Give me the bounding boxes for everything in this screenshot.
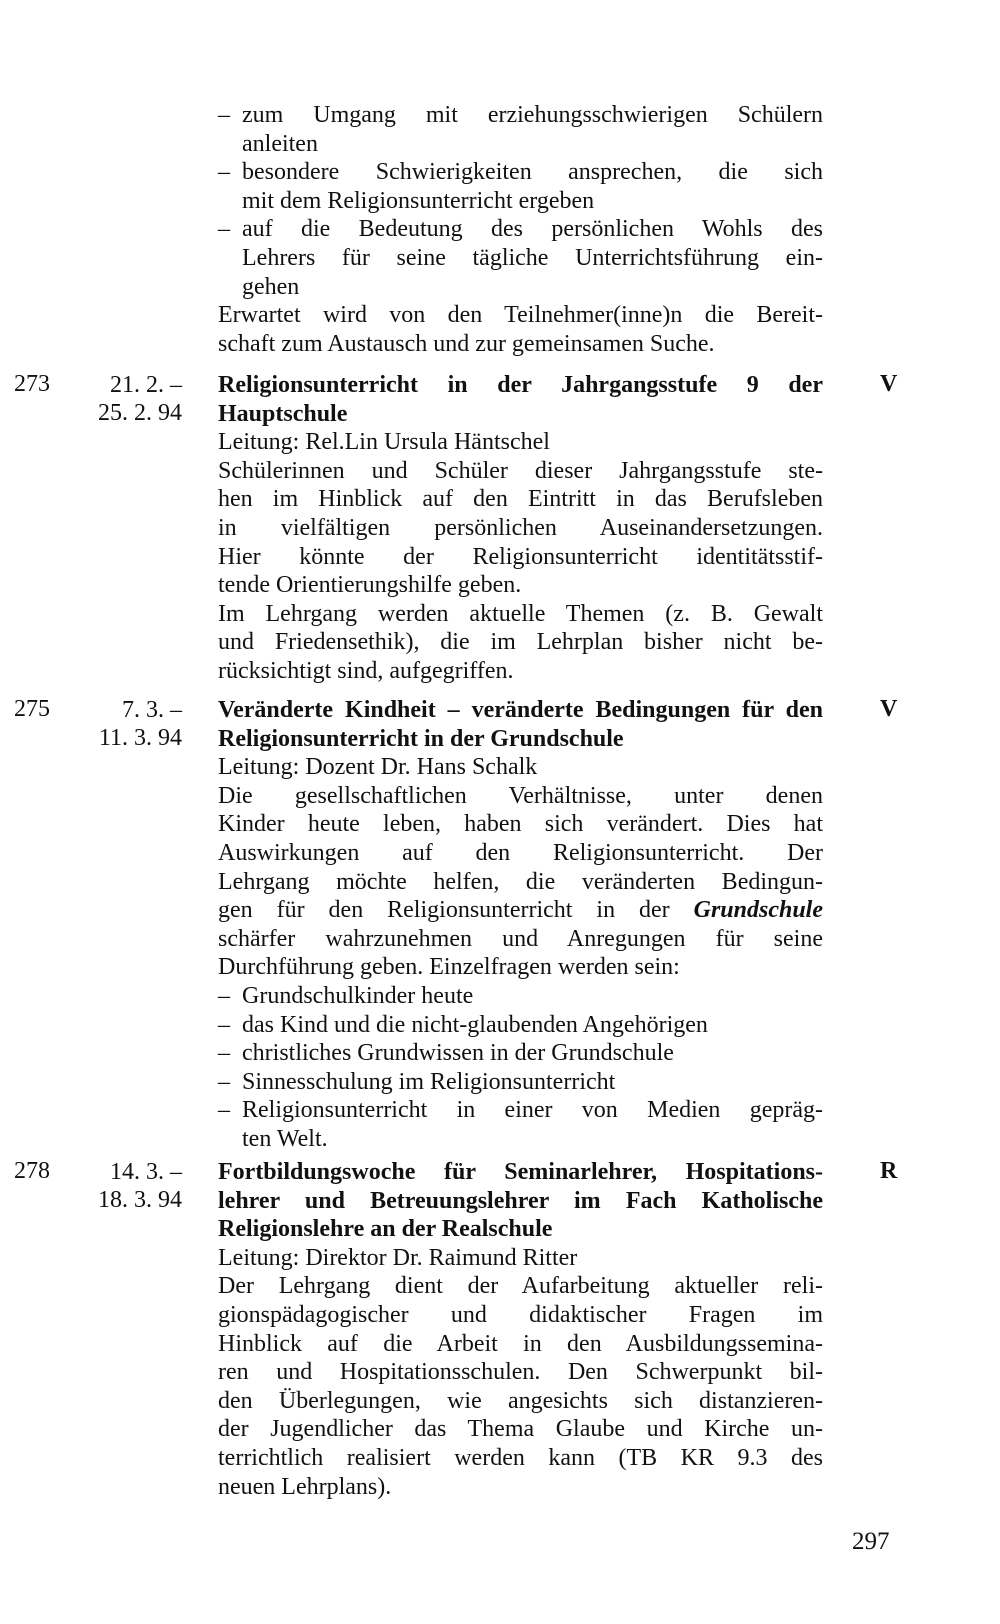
intro-block: [218, 101, 823, 358]
page-number: 297: [852, 1528, 890, 1555]
list-line: auf die Bedeutung des persönlichen Wohls des: [242, 216, 823, 243]
entry-body-line: den Überlegungen, wie angesichts sich distanzieren-: [218, 1387, 823, 1414]
entry-body-line: rücksichtigt sind, aufgegriffen.: [218, 657, 514, 684]
entry-dates: [64, 1158, 182, 1214]
entry-body-line: Auswirkungen auf den Religionsunterricht. Der: [218, 839, 823, 866]
entry-body-line: und Friedensethik), die im Lehrplan bisher nicht be-: [218, 629, 823, 656]
list-dash: –: [218, 1068, 230, 1095]
entry-title-line: Fortbildungswoche für Seminarlehrer, Hospitations-: [218, 1159, 823, 1185]
entry-mark: V: [880, 371, 898, 397]
entry-body-line: Die gesellschaftlichen Verhältnisse, unter denen: [218, 782, 823, 809]
entry-body-line: hen im Hinblick auf den Eintritt in das Berufsleben: [218, 486, 823, 513]
entry-body-line: terrichtlich realisiert werden kann (TB KR 9.3 des: [218, 1444, 823, 1471]
date-from: 21. 2. –: [110, 372, 182, 398]
emphasis-grundschule: Grundschule: [693, 897, 823, 924]
intro-closing-line: Erwartet wird von den Teilnehmer(inne)n die Bereit-: [218, 302, 823, 329]
entry-body-line: [218, 896, 823, 925]
list-dash: –: [218, 159, 230, 186]
date-to: 25. 2. 94: [98, 400, 182, 426]
list-item: [218, 215, 823, 301]
date-from: 7. 3. –: [122, 697, 182, 723]
intro-closing-line: schaft zum Austausch und zur gemeinsamen Suche.: [218, 330, 715, 357]
list-dash: –: [218, 982, 230, 1009]
entry-body-line: Lehrgang möchte helfen, die veränderten Bedingun-: [218, 868, 823, 895]
list-item: [218, 1068, 823, 1097]
list-dash: –: [218, 1097, 230, 1124]
entry-body-line: Im Lehrgang werden aktuelle Themen (z. B. Gewalt: [218, 600, 823, 627]
entry-body-line: Hinblick auf die Arbeit in den Ausbildungssemina-: [218, 1330, 823, 1357]
entry-number: 278: [14, 1158, 50, 1184]
entry-body-line: Kinder heute leben, haben sich verändert. Dies hat: [218, 811, 823, 838]
entry-body-line: gionspädagogischer und didaktischer Fragen im: [218, 1301, 823, 1328]
entry-body-line: tende Orientierungshilfe geben.: [218, 572, 522, 599]
entry-dates: [64, 371, 182, 427]
list-line: ten Welt.: [242, 1125, 328, 1152]
list-dash: –: [218, 1011, 230, 1038]
list-item: [218, 982, 823, 1011]
entry-number: 275: [14, 696, 50, 722]
list-line: besondere Schwierigkeiten ansprechen, die sich: [242, 159, 823, 186]
list-item: [218, 1039, 823, 1068]
list-dash: –: [218, 216, 230, 243]
list-line: das Kind und die nicht-glaubenden Angehörigen: [242, 1011, 708, 1038]
entry-dates: [64, 696, 182, 752]
list-line: Religionsunterricht in einer von Medien gepräg-: [242, 1097, 823, 1124]
entry-body-line: Der Lehrgang dient der Aufarbeitung aktueller reli-: [218, 1273, 823, 1300]
entry-body-line: der Jugendlicher das Thema Glaube und Kirche un-: [218, 1416, 823, 1443]
list-line: Grundschulkinder heute: [242, 982, 474, 1009]
entry-mark: R: [880, 1158, 898, 1184]
entry-title-line: Hauptschule: [218, 400, 348, 427]
entry-body-line: ren und Hospitationsschulen. Den Schwerpunkt bil-: [218, 1359, 823, 1386]
list-item: [218, 101, 823, 158]
entry-body-line: neuen Lehrplans).: [218, 1473, 392, 1500]
entry-leitung: Leitung: Direktor Dr. Raimund Ritter: [218, 1244, 578, 1271]
entry-title-line: lehrer und Betreuungslehrer im Fach Katholische: [218, 1187, 823, 1214]
list-line: anleiten: [242, 130, 318, 157]
entry-278: [218, 1158, 823, 1501]
entry-body-line: Hier könnte der Religionsunterricht identitätsstif-: [218, 543, 823, 570]
entry-body-line: in vielfältigen persönlichen Auseinandersetzungen.: [218, 514, 823, 541]
list-dash: –: [218, 1040, 230, 1067]
entry-mark: V: [880, 696, 898, 722]
date-from: 14. 3. –: [110, 1159, 182, 1185]
list-dash: –: [218, 102, 230, 128]
entry-273: [218, 371, 823, 686]
list-line: Sinnesschulung im Religionsunterricht: [242, 1068, 616, 1095]
entry-275: [218, 696, 823, 1154]
entry-number: 273: [14, 371, 50, 397]
list-item: [218, 1011, 823, 1040]
date-to: 11. 3. 94: [98, 725, 182, 751]
list-line: mit dem Religionsunterricht ergeben: [242, 187, 595, 214]
list-line: zum Umgang mit erziehungsschwierigen Schülern: [242, 102, 823, 128]
entry-body-line: Schülerinnen und Schüler dieser Jahrgangsstufe ste-: [218, 457, 823, 484]
list-line: Lehrers für seine tägliche Unterrichtsführung ein-: [242, 244, 823, 271]
list-line: christliches Grundwissen in der Grundschule: [242, 1040, 674, 1067]
entry-body-line: Durchführung geben. Einzelfragen werden sein:: [218, 954, 680, 981]
entry-leitung: Leitung: Rel.Lin Ursula Häntschel: [218, 429, 550, 456]
entry-leitung: Leitung: Dozent Dr. Hans Schalk: [218, 754, 538, 781]
list-item: [218, 1096, 823, 1153]
date-to: 18. 3. 94: [98, 1187, 182, 1213]
entry-body-text: gen für den Religionsunterricht in der: [218, 897, 670, 924]
entry-title-line: Religionslehre an der Realschule: [218, 1216, 553, 1243]
list-line: gehen: [242, 273, 300, 300]
list-item: [218, 158, 823, 215]
entry-title-line: Veränderte Kindheit – veränderte Bedingungen für den: [218, 697, 823, 723]
entry-title-line: Religionsunterricht in der Jahrgangsstufe 9 der: [218, 372, 823, 398]
entry-title-line: Religionsunterricht in der Grundschule: [218, 725, 624, 752]
entry-body-line: schärfer wahrzunehmen und Anregungen für seine: [218, 925, 823, 952]
